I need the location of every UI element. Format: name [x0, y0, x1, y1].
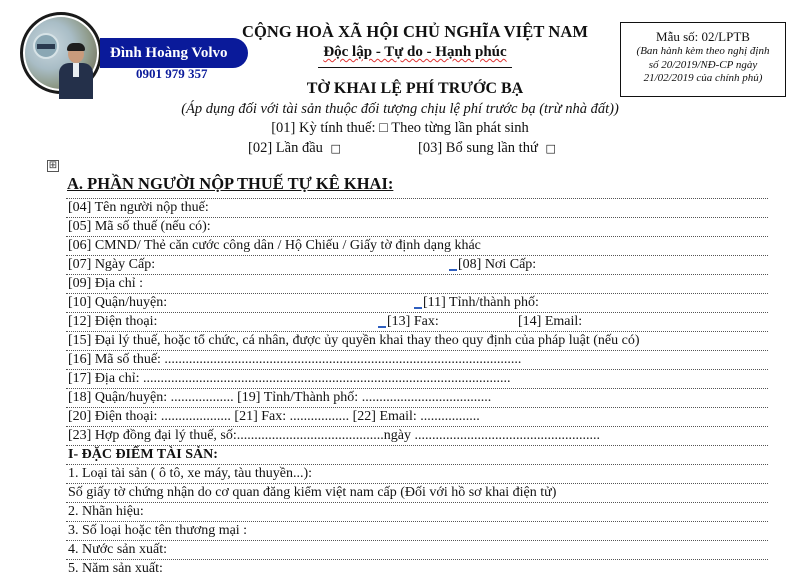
field-label: [18] Quận/huyện: .................. [19] Tỉnh/Thành phố: ..................................... — [68, 390, 492, 405]
field-label: [12] Điện thoại: — [68, 314, 158, 329]
avatar — [20, 12, 102, 94]
field-label-province: [11] Tỉnh/thành phố: — [414, 294, 539, 312]
form-note-line-1: (Ban hành kèm theo nghị định — [636, 45, 770, 57]
field-label: 1. Loại tài sản ( ô tô, xe máy, tàu thuyền...): — [68, 466, 313, 481]
row-20-agent-phone[interactable] — [66, 407, 768, 426]
field-label: 2. Nhãn hiệu: — [68, 504, 144, 519]
row-18-agent-district[interactable] — [66, 388, 768, 407]
table-move-handle-icon[interactable]: ⊞ — [48, 160, 58, 171]
supplement-label: [03] Bổ sung lần thứ — [418, 140, 538, 156]
row-04-taxpayer-name[interactable] — [66, 198, 768, 217]
declaration-table — [66, 198, 768, 578]
section-a-title: A. PHẦN NGƯỜI NỘP THUẾ TỰ KÊ KHAI: — [67, 174, 394, 193]
row-asset-type[interactable] — [66, 464, 768, 483]
field-label: [15] Đại lý thuế, hoặc tổ chức, cá nhân, được ủy quyền khai thay theo quy định của pháp luật (nếu có) — [68, 333, 640, 348]
national-header — [230, 22, 600, 68]
row-registration-cert[interactable] — [66, 483, 768, 502]
supplement-checkbox[interactable]: □ — [545, 142, 556, 155]
brand-name-banner: Đình Hoàng Volvo — [100, 38, 248, 68]
supplement-option — [418, 140, 556, 157]
row-05-tax-code[interactable] — [66, 217, 768, 236]
row-10-district[interactable] — [66, 293, 768, 312]
field-label: 3. Số loại hoặc tên thương mại : — [68, 523, 248, 538]
document-title: TỜ KHAI LỆ PHÍ TRƯỚC BẠ — [306, 80, 524, 97]
form-note-line-2: số 20/2019/NĐ-CP ngày — [648, 58, 758, 71]
field-label: Số giấy tờ chứng nhận do cơ quan đăng kiểm việt nam cấp (Đối với hồ sơ khai điện tử) — [68, 485, 557, 500]
field-label: [20] Điện thoại: .................... [21] Fax: ................. [22] Email: ................. — [68, 409, 480, 424]
form-code: Mẫu số: 02/LPTB — [656, 29, 750, 44]
row-07-issue-date[interactable] — [66, 255, 768, 274]
volvo-logo-icon — [33, 33, 59, 59]
field-label: 5. Năm sản xuất: — [68, 561, 163, 576]
scope-note: (Áp dụng đối với tài sản thuộc đối tượng chịu lệ phí trước bạ (trừ nhà đất)) — [181, 101, 619, 117]
field-label: [07] Ngày Cấp: — [68, 257, 156, 272]
row-06-id-document[interactable] — [66, 236, 768, 255]
field-label: 4. Nước sản xuất: — [68, 542, 167, 557]
row-12-phone[interactable] — [66, 312, 768, 331]
row-country[interactable] — [66, 540, 768, 559]
row-year[interactable] — [66, 559, 768, 578]
field-label: [09] Địa chỉ : — [68, 276, 144, 291]
national-motto: Độc lập - Tự do - Hạnh phúc — [323, 44, 507, 60]
row-model[interactable] — [66, 521, 768, 540]
tax-period-line: [01] Kỳ tính thuế: □ Theo từng lần phát sinh — [271, 120, 529, 136]
first-time-option — [248, 140, 341, 157]
first-time-label: [02] Lần đầu — [248, 140, 323, 156]
field-label-email: [14] Email: — [518, 314, 583, 329]
field-label: [17] Địa chỉ: ......................................................................................................... — [68, 371, 511, 386]
field-label-issue-place: [08] Nơi Cấp: — [449, 256, 536, 274]
field-label: [10] Quận/huyện: — [68, 295, 168, 310]
branding-overlay — [18, 10, 248, 96]
row-17-agent-address[interactable] — [66, 369, 768, 388]
nation-name: CỘNG HOÀ XÃ HỘI CHỦ NGHĨA VIỆT NAM — [241, 22, 589, 41]
field-label: [04] Tên người nộp thuế: — [68, 200, 209, 215]
field-label: [23] Hợp đồng đại lý thuế, số:..........................................ngày ..................................................... — [68, 428, 600, 443]
section-i-title — [66, 445, 768, 464]
motto-divider — [318, 67, 512, 68]
form-note-line-3: 21/02/2019 của chính phủ) — [643, 72, 763, 84]
field-label: [06] CMND/ Thẻ căn cước công dân / Hộ Chiếu / Giấy tờ định dạng khác — [68, 238, 481, 253]
row-15-tax-agent[interactable] — [66, 331, 768, 350]
person-photo — [59, 45, 93, 97]
first-time-checkbox[interactable]: □ — [330, 142, 341, 155]
form-number-box — [620, 22, 786, 97]
field-label-fax: [13] Fax: — [378, 313, 439, 331]
row-09-address[interactable] — [66, 274, 768, 293]
field-label: [16] Mã số thuế: ...................................................................................................... — [68, 352, 522, 367]
brand-phone: 0901 979 357 — [136, 66, 208, 81]
row-16-agent-tax-code[interactable] — [66, 350, 768, 369]
field-label: [05] Mã số thuế (nếu có): — [68, 219, 211, 234]
row-brand[interactable] — [66, 502, 768, 521]
section-heading: I- ĐẶC ĐIỂM TÀI SẢN: — [68, 447, 218, 462]
row-23-agent-contract[interactable] — [66, 426, 768, 445]
